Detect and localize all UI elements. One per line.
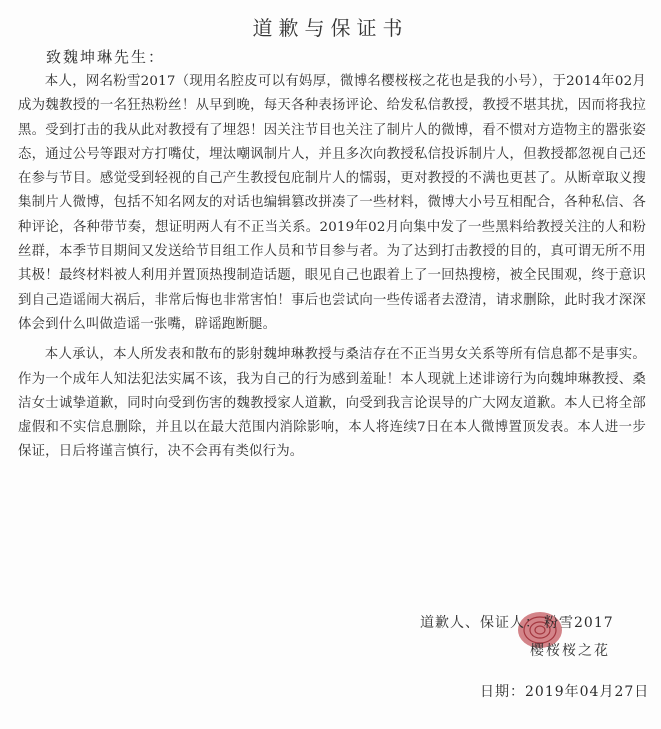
paragraph-confession: 本人，网名粉雪2017（现用名腔皮可以有妈厚，微博名樱桜桜之花也是我的小号），于2014年02月成为魏教授的一名狂热粉丝！从早到晚，每天各种表扬评论、给发私信教授，教授不堪其扰，因而将我拉黑。受到打击的我从此对教授有了埋怨！因关注节目也关注了制片人的微博，看不惯对方造物主的嚣张姿态，通过公号等跟对方打嘴仗，埋汰嘲讽制片人，并且多次向教授私信投诉制片人，但教授都忽视自己还在参与节目。感觉受到轻视的自己产生教授包庇制片人的懦弱，更对教授的不满也更甚了。从断章取义搜集制片人微博，包括不知名网友的对话也编辑篡改拼凑了一些材料，微博大小号互相配合，各种私信、各种评论，各种带节奏，想证明两人有不正当关系。2019年02月向集中发了一些黑料给教授关注的人和粉丝群，本季节目期间又发送给节目组工作人员和节目参与者。为了达到打击教授的目的，真可谓无所不用其极！最终材料被人利用并置顶热搜制造话题，眼见自己也跟着上了一回热搜榜，被全民围观，终于意识到自己造谣闹大祸后，非常后悔也非常害怕！事后也尝试向一些传谣者去澄清，请求删除，此时我才深深体会到什么叫做造谣一张嘴，辟谣跑断腿。 <box>18 74 646 332</box>
signature-name-secondary: 樱桜桜之花 <box>530 643 610 659</box>
signature-name-primary: 粉雪2017 <box>544 615 614 631</box>
letter-body <box>18 70 646 467</box>
signature-block <box>420 612 650 660</box>
signature-label: 道歉人、保证人： <box>420 615 540 631</box>
document-title: 道歉与保证书 <box>252 16 409 40</box>
date-line <box>480 681 649 701</box>
paragraph-apology: 本人承认，本人所发表和散布的影射魏坤琳教授与桑洁存在不正当男女关系等所有信息都不是事实。作为一个成年人知法犯法实属不该，我为自己的行为感到羞耻！本人现就上述诽谤行为向魏坤琳教授、桑洁女士诚挚道歉，同时向受到伤害的魏教授家人道歉，向受到我言论误导的广大网友道歉。本人已将全部虚假和不实信息删除，并且以在最大范围内消除影响，本人将连续7日在本人微博置顶发表。本人进一步保证，日后将谨言慎行，决不会再有类似行为。 <box>18 347 646 460</box>
date-label: 日期： <box>480 684 525 700</box>
salutation: 致魏坤琳先生： <box>46 48 166 66</box>
date-value: 2019年04月27日 <box>525 684 650 700</box>
